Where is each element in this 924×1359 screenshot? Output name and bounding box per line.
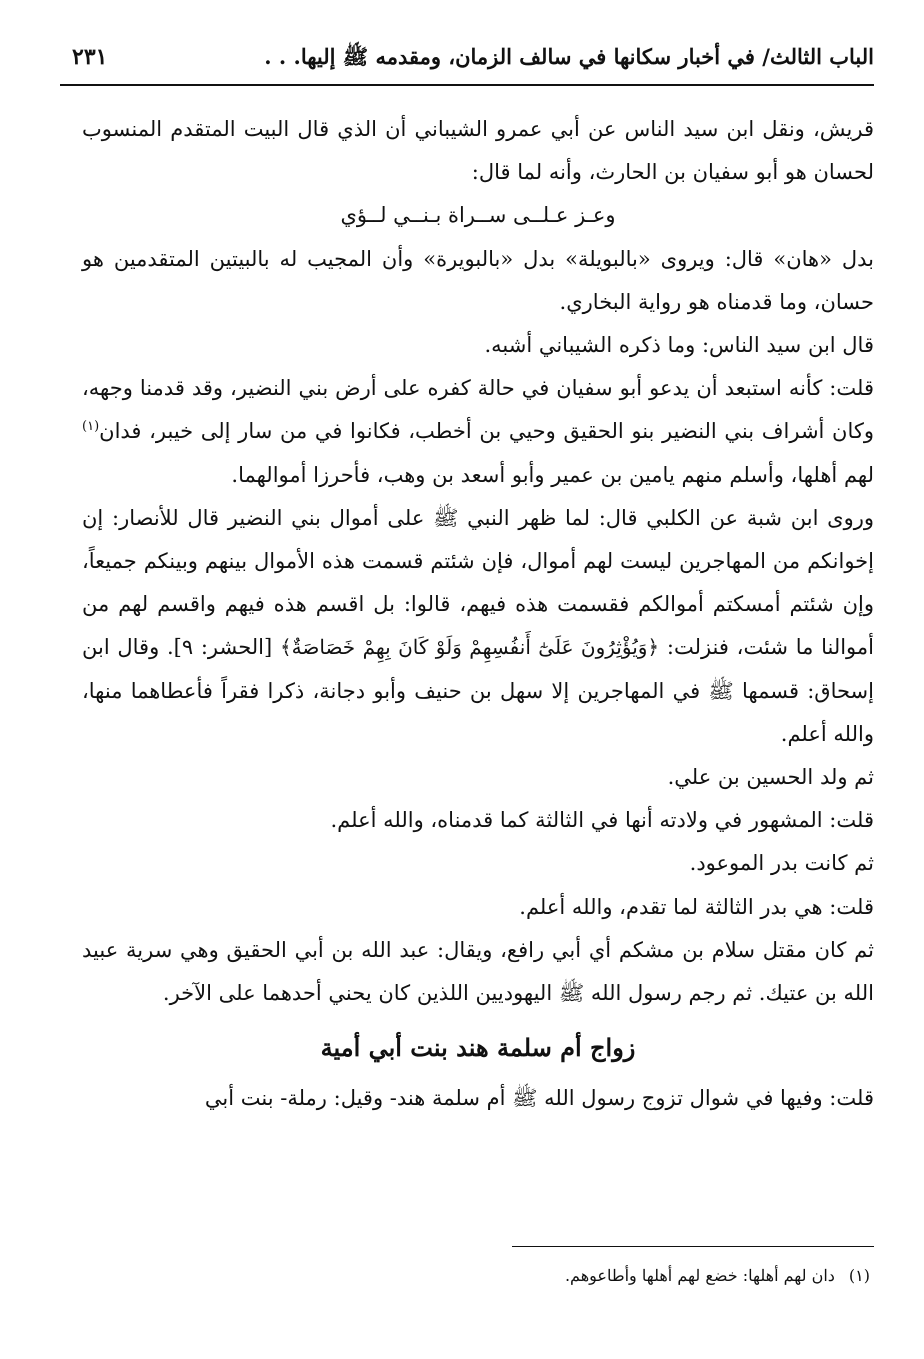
paragraph: بدل «هان» قال: ويروى «بالبويلة» بدل «بالبويرة» وأن المجيب له بالبيتين المتقدمين هو حسان، وما قدمناه هو رواية البخاري.: [82, 246, 874, 314]
paragraph: [82, 367, 874, 497]
paragraph: ثم ولد الحسين بن علي.: [667, 765, 874, 790]
paragraph: قلت: وفيها في شوال تزوج رسول الله ﷺ أم سلمة هند- وقيل: رملة- بنت أبي: [204, 1086, 874, 1111]
footnote-text: دان لهم أهلها: خضع لهم أهلها وأطاعوهم.: [564, 1266, 835, 1285]
page-number: ٢٣١: [72, 44, 108, 70]
paragraph: قلت: هي بدر الثالثة لما تقدم، والله أعلم.: [519, 894, 874, 919]
poetry-verse: وعـز عـلــى ســراة بـنــي لــؤي: [340, 203, 616, 228]
footnote: [80, 1262, 870, 1290]
footnote-reference[interactable]: (١): [82, 419, 100, 435]
paragraph-text: قلت: كأنه استبعد أن يدعو أبو سفيان في حالة كفره على أرض بني النضير، وقد قدمنا وجهه، وكان أشراف بني النضير بنو الحقيق وحيي بن أخطب، فكانوا في من سار إلى خيبر، فدان: [82, 376, 874, 444]
paragraph: قريش، ونقل ابن سيد الناس عن أبي عمرو الشيباني أن الذي قال البيت المتقدم المنسوب لحسان هو أبو سفيان بن الحارث، وأنه لما قال:: [82, 117, 874, 185]
page-body: [82, 108, 874, 1120]
page-header: [60, 44, 874, 84]
header-rule: [60, 84, 874, 86]
running-title: الباب الثالث/ في أخبار سكانها في سالف الزمان، ومقدمه ﷺ إليها. . .: [264, 44, 874, 69]
paragraph: قال ابن سيد الناس: وما ذكره الشيباني أشبه.: [484, 333, 874, 358]
paragraph-text: [الحشر: ٩]. وقال ابن إسحاق: قسمها ﷺ في المهاجرين إلا سهل بن حنيف وأبو دجانة، ذكرا فقراً فأعطاهما منها، والله أعلم.: [82, 635, 874, 746]
paragraph: ثم كانت بدر الموعود.: [689, 851, 874, 876]
footnote-rule: [512, 1246, 874, 1247]
paragraph-text: وروى ابن شبة عن الكلبي قال: لما ظهر النبي ﷺ على أموال بني النضير قال للأنصار: إن إخوانكم من المهاجرين ليست لهم أموال، فإن شئتم قسمت هذه الأموال بينهم وبينكم جميعاً، وإن شئتم أمسكتم أموالكم فقسمت هذه فيهم، قالوا: بل اقسم هذه فيهم واقسم لهم من أموالنا ما شئت، فنزلت:: [82, 505, 874, 660]
paragraph-text: لهم أهلها، وأسلم منهم يامين بن عمير وأبو أسعد بن وهب، فأحرزا أموالهما.: [231, 462, 874, 487]
quran-quote: ﴿وَيُؤْثِرُونَ عَلَىٰٓ أَنفُسِهِمْ وَلَوْ كَانَ بِهِمْ خَصَاصَةٌ﴾: [279, 635, 660, 660]
section-heading: زواج أم سلمة هند بنت أبي أمية: [320, 1033, 636, 1063]
paragraph: قلت: المشهور في ولادته أنها في الثالثة كما قدمناه، والله أعلم.: [330, 808, 874, 833]
footnote-number: (١): [848, 1266, 870, 1285]
paragraph: ثم كان مقتل سلام بن مشكم أي أبي رافع، ويقال: عبد الله بن أبي الحقيق وهي سرية عبيد الله بن عتيك. ثم رجم رسول الله ﷺ اليهوديين اللذين كان يحني أحدهما على الآخر.: [82, 937, 874, 1006]
paragraph: [82, 497, 874, 756]
